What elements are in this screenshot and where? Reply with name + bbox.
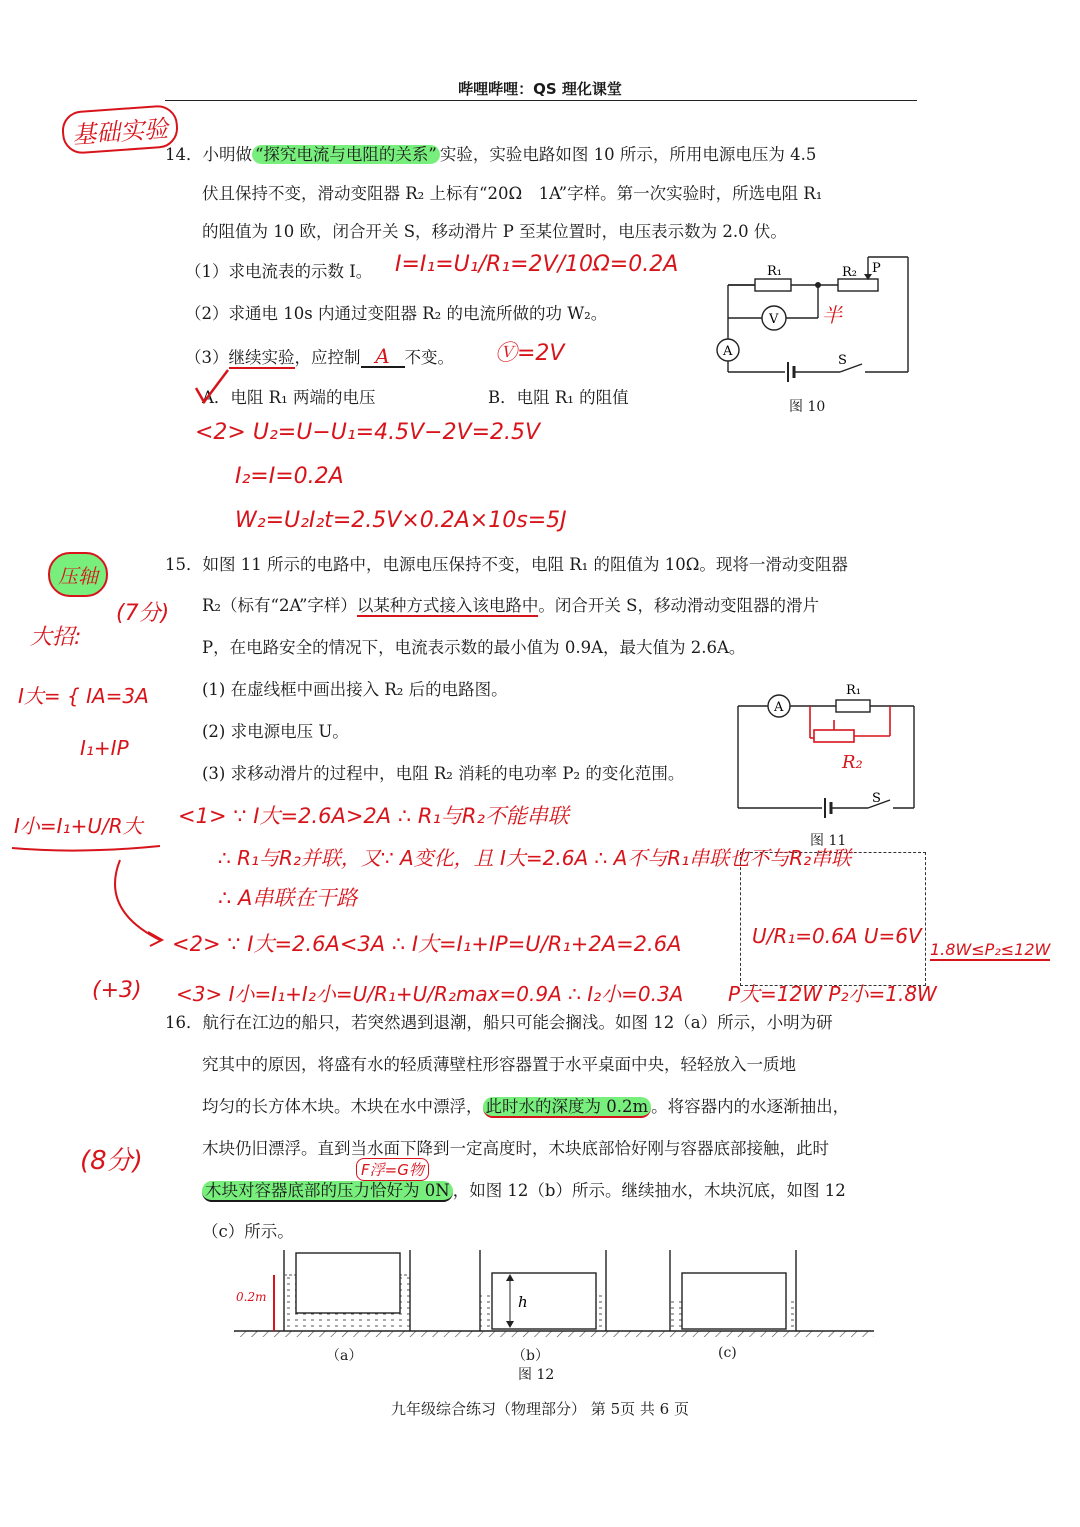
figure-12-containers <box>230 1245 880 1345</box>
figure-11-caption: 图 11 <box>810 833 847 849</box>
q15-line1: 15．如图 11 所示的电路中，电源电压保持不变，电阻 R₁ 的阻值为 10Ω。现将一滑动变阻器 <box>165 555 848 574</box>
q15-answer-line5b: P大=12W P₂小=1.8W <box>728 982 937 1006</box>
q14-sub3: （3）继续实验，应控制 A 不变。 <box>185 344 454 368</box>
q16-line6: （c）所示。 <box>202 1222 294 1241</box>
q15-trick-formula2: I₁+IP <box>80 736 129 760</box>
q14-answer-line2: I₂=I=0.2A <box>235 464 344 489</box>
q14-sub1-answer: I=I₁=U₁/R₁=2V/10Ω=0.2A <box>395 252 679 277</box>
page-footer: 九年级综合练习（物理部分） 第 5页 共 6 页 <box>391 1400 689 1418</box>
fig10-ink-note: 半 <box>822 303 842 327</box>
fig11-r2-ink-label: R₂ <box>842 752 863 773</box>
figure-11-circuit <box>730 676 930 856</box>
q14-sub1: （1）求电流表的示数 I。 <box>185 262 373 281</box>
q15-line3: P，在电路安全的情况下，电流表示数的最小值为 0.9A，最大值为 2.6A。 <box>202 638 746 657</box>
q16-score: (8分) <box>80 1146 143 1176</box>
header-divider <box>165 100 917 101</box>
q15-sub1: (1) 在虚线框中画出接入 R₂ 后的电路图。 <box>202 680 508 699</box>
q15-trick-formula3: I小=I₁+U/R大 <box>14 814 143 838</box>
q16-highlight-depth: 此时水的深度为 0.2m <box>483 1097 652 1118</box>
check-mark-icon <box>192 366 232 408</box>
fig10-r2-label: R₂ <box>842 265 857 280</box>
fig12-label-a: （a） <box>326 1348 363 1364</box>
fig11-s-label: S <box>872 791 881 806</box>
q15-trick-formula1: I大= { IA=3A <box>18 684 149 708</box>
fig10-a-label: A <box>723 344 733 359</box>
q15-answer-line4: <2> ∵ I大=2.6A<3A ∴ I大=I₁+IP=U/R₁+2A=2.6A <box>172 932 682 956</box>
q15-sub2: (2) 求电源电压 U。 <box>202 722 349 741</box>
figure-12-caption: 图 12 <box>518 1367 555 1383</box>
q15-margin-note: 压轴 <box>48 552 108 597</box>
q15-answer-line3: ∴ A串联在干路 <box>218 886 358 910</box>
q15-sub3: (3) 求移动滑片的过程中，电阻 R₂ 消耗的电功率 P₂ 的变化范围。 <box>202 764 685 783</box>
q14-sub2: （2）求通电 10s 内通过变阻器 R₂ 的电流所做的功 W₂。 <box>185 304 608 323</box>
fig10-s-label: S <box>838 353 847 368</box>
q16-line4: 木块仍旧漂浮。直到当水面下降到一定高度时，木块底部恰好刚与容器底部接触，此时 <box>202 1139 829 1158</box>
q15-answer-box <box>740 852 926 986</box>
q15-answer-line4b: U/R₁=0.6A U=6V <box>752 924 922 948</box>
q14-answer-line1: <2> U₂=U−U₁=4.5V−2V=2.5V <box>195 420 541 445</box>
q15-answer-line1: <1> ∵ I大=2.6A>2A ∴ R₁与R₂不能串联 <box>178 804 569 828</box>
q14-sub3-note: Ⓥ=2V <box>495 341 565 366</box>
q15-score: (7分) <box>116 601 170 626</box>
q15-answer-line5: <3> I小=I₁+I₂小=U/R₁+U/R₂max=0.9A ∴ I₂小=0.3A <box>176 982 684 1006</box>
page-header: 哔哩哔哩：QS 理化课堂 <box>458 80 622 98</box>
q15-part3-score: (+3) <box>92 978 142 1003</box>
fig10-r1-label: R₁ <box>767 264 782 279</box>
fig10-v-label: V <box>769 312 779 327</box>
q14-answer-line3: W₂=U₂I₂t=2.5V×0.2A×10s=5J <box>235 508 567 533</box>
q16-ink-note: F浮=G物 <box>356 1158 429 1181</box>
q14-highlight: “探究电流与电阻的关系” <box>252 145 440 164</box>
figure-10-caption: 图 10 <box>789 399 826 415</box>
fig12-label-b: （b） <box>512 1348 549 1364</box>
q14-blank: A <box>361 346 405 368</box>
q15-answer-range: 1.8W≤P₂≤12W <box>930 940 1051 959</box>
q14-option-b: B．电阻 R₁ 的阻值 <box>488 388 629 407</box>
q16-line3: 均匀的长方体木块。木块在水中漂浮， 此时水的深度为 0.2m 。将容器内的水逐渐抽出， <box>202 1097 850 1116</box>
q14-line1: 14．小明做 “探究电流与电阻的关系” 实验，实验电路如图 10 所示，所用电源电压为 4.5 <box>165 145 817 164</box>
q16-line1: 16．航行在江边的船只，若突然遇到退潮，船只可能会搁浅。如图 12（a）所示，小明为研 <box>165 1013 833 1032</box>
fig12-depth-ink: 0.2m <box>236 1290 267 1304</box>
q16-line2: 究其中的原因，将盛有水的轻质薄壁柱形容器置于水平桌面中央，轻轻放入一质地 <box>202 1055 796 1074</box>
q14-option-a: A．电阻 R₁ 两端的电压 <box>202 388 376 407</box>
q15-ink-arrow <box>10 840 180 950</box>
q14-line2: 伏且保持不变，滑动变阻器 R₂ 上标有“20Ω 1A”字样。第一次实验时，所选电阻 R₁ <box>202 184 823 203</box>
fig12-h-label: h <box>518 1293 528 1311</box>
q15-line2: R₂（标有“2A”字样）以某种方式接入该电路中。闭合开关 S，移动滑动变阻器的滑片 <box>202 596 819 615</box>
q15-answer-line2: ∴ R₁与R₂并联，又∵ A变化，且 I大=2.6A ∴ A不与R₁串联也不与R₂串联 <box>218 846 852 870</box>
fig10-p-label: P <box>872 261 881 276</box>
q16-highlight-force: 木块对容器底部的压力恰好为 0N <box>202 1181 453 1202</box>
q14-line3: 的阻值为 10 欧，闭合开关 S，移动滑片 P 至某位置时，电压表示数为 2.0 伏。 <box>202 222 787 241</box>
fig11-a-label: A <box>774 700 784 715</box>
q16-line5: 木块对容器底部的压力恰好为 0N ，如图 12（b）所示。继续抽水，木块沉底，如图 12 <box>202 1181 846 1201</box>
fig11-r1-label: R₁ <box>846 683 861 698</box>
fig12-label-c: (c) <box>718 1345 737 1361</box>
q15-trick-label: 大招: <box>30 625 82 650</box>
q14-margin-note: 基础实验 <box>61 104 180 155</box>
